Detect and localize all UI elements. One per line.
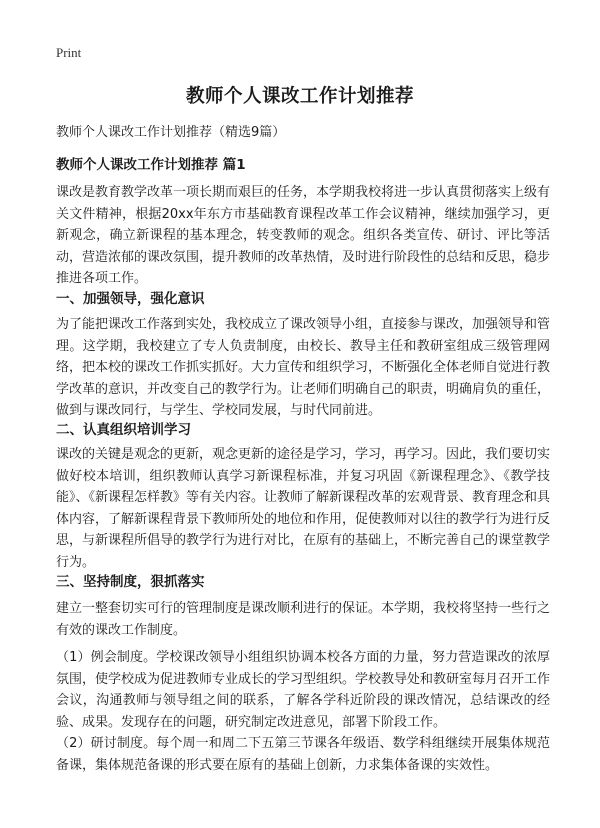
section-body-2: 课改的关键是观念的更新，观念更新的途径是学习，学习，再学习。因此，我们要切实做好校本培训，组织教师认真学习新课程标准，并复习巩固《新课程理念》、《教学技能》、《新课程怎样教》等有关内容。让教师了解新课程改革的宏观背景、教育理念和具体内容，了解新课程背景下教师所处的地位和作用，促使教师对以往的教学行为进行反思，与新课程所倡导的教学行为进行对比，在原有的基础上，不断完善自己的课堂教学行为。 <box>56 447 551 570</box>
list-item-research-system: （2）研讨制度。每个周一和周二下五第三节课各年级语、数学科组继续开展集体规范备课，集体规范备课的形式要在原有的基础上创新，力求集体备课的实效性。 <box>56 736 550 773</box>
section-body-1: 为了能把课改工作落到实处，我校成立了课改领导小组，直接参与课改，加强领导和管理。这学期，我校建立了专人负责制度，由校长、教导主任和教研室组成三级管理网络，把本校的课改工作抓实抓好。大力宣传和组织学习，不断强化全体老师自觉进行教学改革的意识，并改变自己的教学行为。让老师们明确自己的职责，明确肩负的重任，做到与课改同行，与学生、学校同发展，与时代同前进。 <box>56 317 551 418</box>
list-item-meeting-system: （1）例会制度。学校课改领导小组组织协调本校各方面的力量，努力营造课改的浓厚氛围，使学校成为促进教师专业成长的学习型组织。学校教导处和教研室每月召开工作会议，沟通教师与领导组之间的联系，了解各学科近阶段的课改情况，总结课改的经验、成果。发现存在的问题，研究制定改进意见，部署下阶段工作。 <box>56 650 551 730</box>
page-subtitle: 教师个人课改工作计划推荐（精选9篇） <box>56 125 286 140</box>
part-heading: 教师个人课改工作计划推荐 篇1 <box>56 157 246 173</box>
section-body-3: 建立一整套切实可行的管理制度是课改顺利进行的保证。本学期，我校将坚持一些行之有效的课改工作制度。 <box>56 601 551 638</box>
page-title: 教师个人课改工作计划推荐 <box>185 86 414 107</box>
section-heading-3: 三、坚持制度，狠抓落实 <box>56 574 205 590</box>
print-link[interactable]: Print <box>56 45 82 60</box>
section-heading-2: 二、认真组织培训学习 <box>56 422 191 438</box>
intro-paragraph: 课改是教育教学改革一项长期而艰巨的任务，本学期我校将进一步认真贯彻落实上级有关文件精神，根据20xx年东方市基础教育课程改革工作会议精神，继续加强学习，更新观念，确立新课程的基本理念，转变教师的观念。组织各类宣传、研讨、评比等活动，营造浓郁的课改氛围，提升教师的改革热情，及时进行阶段性的总结和反思，稳步推进各项工作。 <box>56 185 551 286</box>
section-heading-1: 一、加强领导，强化意识 <box>56 291 205 307</box>
